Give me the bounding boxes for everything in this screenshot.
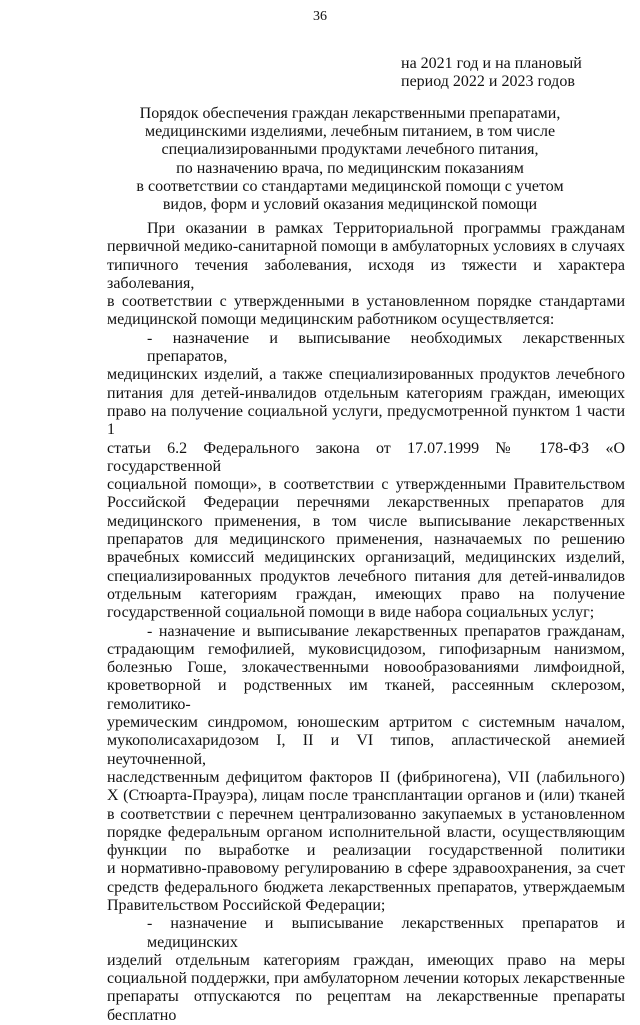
paragraph xyxy=(107,623,625,916)
text-line: средств федерального бюджета лекарственных препаратов, утверждаемым xyxy=(107,878,625,896)
text-line: изделий отдельным категориям граждан, имеющих право на меры xyxy=(107,951,625,969)
text-line: порядке федеральным органом исполнительной власти, осуществляющим xyxy=(107,823,625,841)
document-body xyxy=(107,220,625,1025)
text-line: социальной поддержки, при амбулаторном лечении которых лекарственные xyxy=(107,970,625,988)
text-line: право на получение социальной услуги, предусмотренной пунктом 1 части 1 xyxy=(107,402,625,439)
text-line: в соответствии с перечнем централизованно закупаемых в установленном xyxy=(107,805,625,823)
text-line: врачебных комиссий медицинских организаций, медицинских изделий, xyxy=(107,549,625,567)
header-line: период 2022 и 2023 годов xyxy=(401,73,575,90)
text-line: типичного течения заболевания, исходя из тяжести и характера заболевания, xyxy=(107,256,625,292)
text-line: отдельным категориям граждан, имеющих право на получение xyxy=(107,585,625,603)
text-line: - назначение и выписывание необходимых лекарственных препаратов, xyxy=(147,329,625,366)
text-line: - назначение и выписывание лекарственных препаратов гражданам, xyxy=(147,622,625,640)
text-line: медицинской помощи медицинским работником осуществляется: xyxy=(107,311,555,329)
page-number: 36 xyxy=(313,9,327,24)
text-line: специализированных продуктов лечебного питания для детей-инвалидов xyxy=(107,567,625,585)
paragraph xyxy=(107,220,625,330)
text-line: - назначение и выписывание лекарственных препаратов и медицинских xyxy=(147,915,625,951)
text-line: препараты отпускаются по рецептам на лекарственные препараты бесплатно xyxy=(107,988,625,1024)
text-line: страдающим гемофилией, муковисцидозом, гипофизарным нанизмом, xyxy=(107,640,625,658)
section-title xyxy=(75,105,625,214)
text-line: уремическим синдромом, юношеским артритом с системным началом, xyxy=(107,714,625,732)
text-line: медицинских изделий, а также специализированных продуктов лечебного xyxy=(107,366,625,384)
text-line: болезнью Гоше, злокачественными новообразованиями лимфоидной, xyxy=(107,659,625,677)
title-line: в соответствии со стандартами медицинской помощи с учетом xyxy=(136,177,564,195)
title-line: по назначению врача, по медицинским показаниям xyxy=(176,159,524,177)
document-header-right xyxy=(401,55,582,91)
title-line: медицинскими изделиями, лечебным питанием, в том числе xyxy=(144,123,556,141)
text-line: Российской Федерации перечнями лекарственных препаратов для xyxy=(107,494,625,512)
header-line: на 2021 год и на плановый xyxy=(401,55,582,72)
text-line: в соответствии с утвержденными в установленном порядке стандартами xyxy=(107,293,625,311)
text-line: государственной социальной помощи в виде набора социальных услуг; xyxy=(107,604,595,622)
text-line: медицинского применения, в том числе выписывание лекарственных xyxy=(107,512,625,530)
text-line: статьи 6.2 Федерального закона от 17.07.1999 № 178-ФЗ «О государственной xyxy=(107,439,625,475)
paragraph xyxy=(107,330,625,623)
text-line: мукополисахаридозом I, II и VI типов, апластической анемией неуточненной, xyxy=(107,732,625,768)
text-line: социальной помощи», в соответствии с утвержденными Правительством xyxy=(107,476,625,494)
paragraph xyxy=(107,915,625,1025)
text-line: X (Стюарта-Прауэра), лицам после трансплантации органов и (или) тканей xyxy=(107,787,625,805)
title-line: видов, форм и условий оказания медицинской помощи xyxy=(162,196,538,214)
title-line: специализированными продуктами лечебного питания, xyxy=(161,141,539,159)
text-line: Правительством Российской Федерации; xyxy=(107,896,386,914)
text-line: и нормативно-правовому регулированию в сфере здравоохранения, за счет xyxy=(107,860,625,878)
text-line: функции по выработке и реализации государственной политики xyxy=(107,842,625,860)
text-line: наследственным дефицитом факторов II (фибриногена), VII (лабильного) xyxy=(107,768,625,786)
text-line: кроветворной и родственных им тканей, рассеянным склерозом, гемолитико- xyxy=(107,677,625,713)
title-line: Порядок обеспечения граждан лекарственными препаратами, xyxy=(139,105,561,122)
text-line: питания для детей-инвалидов отдельным категориям граждан, имеющих xyxy=(107,384,625,402)
text-line: При оказании в рамках Территориальной программы гражданам xyxy=(147,220,625,237)
text-line: препаратов для медицинского применения, назначаемых по решению xyxy=(107,531,625,549)
text-line: первичной медико-санитарной помощи в амбулаторных условиях в случаях xyxy=(107,238,625,256)
